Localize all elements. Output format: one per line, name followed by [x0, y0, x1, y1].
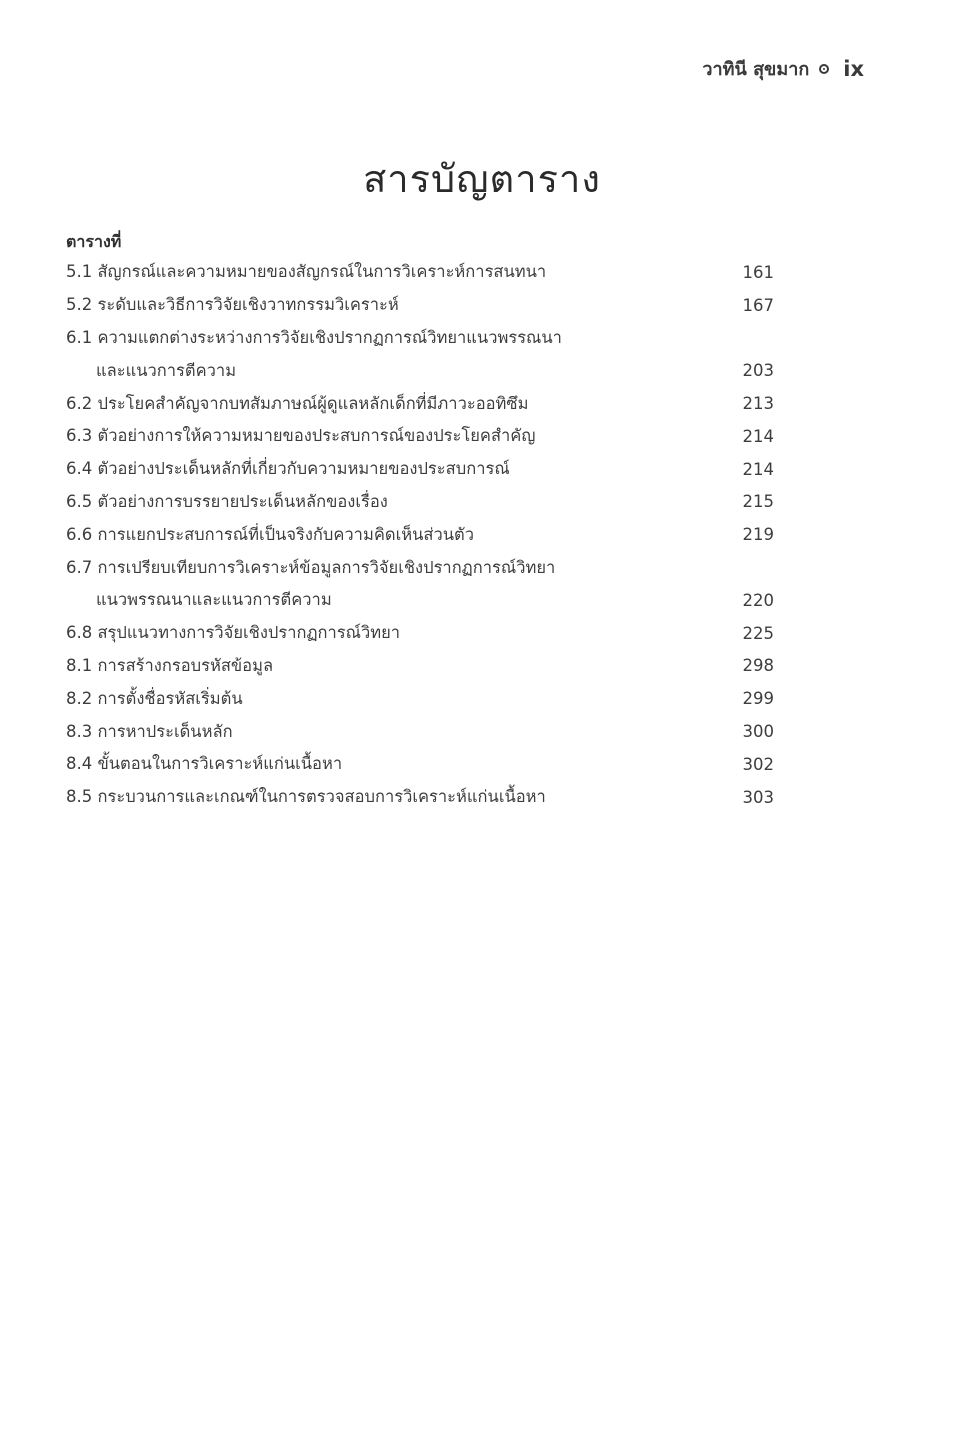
entry-page-number: 214: [742, 426, 774, 446]
entry-page-number: 219: [742, 525, 774, 545]
entry-page-number: 303: [742, 787, 774, 807]
entry-title: 5.2 ระดับและวิธีการวิจัยเชิงวาทกรรมวิเคราะห์: [66, 295, 399, 315]
toc-entry-continuation[interactable]: [66, 584, 774, 617]
entry-page-number: 302: [742, 754, 774, 774]
entry-title: 8.5 กระบวนการและเกณฑ์ในการตรวจสอบการวิเคราะห์แก่นเนื้อหา: [66, 787, 546, 807]
entry-title: 8.4 ขั้นตอนในการวิเคราะห์แก่นเนื้อหา: [66, 754, 343, 774]
entry-title: และแนวการตีความ: [96, 360, 237, 380]
entry-page-number: 214: [742, 459, 774, 479]
entry-title: แนวพรรณนาและแนวการตีความ: [96, 590, 332, 610]
toc-entry[interactable]: [66, 256, 774, 289]
toc-entry[interactable]: [66, 617, 774, 650]
entry-page-number: 225: [742, 623, 774, 643]
entry-title: 6.4 ตัวอย่างประเด็นหลักที่เกี่ยวกับความหมายของประสบการณ์: [66, 459, 510, 479]
table-of-tables: [66, 256, 774, 814]
toc-entry[interactable]: [66, 650, 774, 683]
toc-entry[interactable]: [66, 682, 774, 715]
toc-entry-continuation[interactable]: [66, 354, 774, 387]
toc-entry[interactable]: [66, 486, 774, 519]
entry-title: 6.5 ตัวอย่างการบรรยายประเด็นหลักของเรื่อง: [66, 491, 388, 511]
toc-entry[interactable]: [66, 781, 774, 814]
entry-page-number: 203: [742, 361, 774, 381]
entry-title: 6.3 ตัวอย่างการให้ความหมายของประสบการณ์ของประโยคสำคัญ: [66, 426, 536, 446]
entry-title: 8.3 การหาประเด็นหลัก: [66, 721, 233, 741]
entry-title: 6.8 สรุปแนวทางการวิจัยเชิงปรากฏการณ์วิทยา: [66, 623, 401, 643]
toc-entry[interactable]: [66, 420, 774, 453]
entry-page-number: 300: [742, 722, 774, 742]
entry-page-number: 299: [742, 689, 774, 709]
entry-page-number: 161: [742, 262, 774, 282]
entry-title: 8.2 การตั้งชื่อรหัสเริ่มต้น: [66, 688, 243, 708]
entry-page-number: 215: [742, 492, 774, 512]
entry-title: 8.1 การสร้างกรอบรหัสข้อมูล: [66, 655, 274, 675]
entry-page-number: 220: [742, 590, 774, 610]
page-title: สารบัญตาราง: [363, 157, 601, 201]
toc-entry[interactable]: [66, 289, 774, 322]
section-label: ตารางที่: [66, 232, 122, 251]
entry-title: 6.6 การแยกประสบการณ์ที่เป็นจริงกับความคิดเห็นส่วนตัว: [66, 524, 474, 544]
entry-title: 6.2 ประโยคสำคัญจากบทสัมภาษณ์ผู้ดูแลหลักเด็กที่มีภาวะออทิซึม: [66, 393, 529, 413]
author-name: วาทินี สุขมาก: [702, 59, 810, 80]
entry-page-number: 167: [742, 295, 774, 315]
toc-entry[interactable]: [66, 387, 774, 420]
toc-entry[interactable]: [66, 551, 774, 584]
entry-title: 6.1 ความแตกต่างระหว่างการวิจัยเชิงปรากฏการณ์วิทยาแนวพรรณนา: [66, 327, 562, 347]
page-number: ix: [843, 56, 864, 81]
toc-entry[interactable]: [66, 322, 774, 355]
entry-title: 5.1 สัญกรณ์และความหมายของสัญกรณ์ในการวิเคราะห์การสนทนา: [66, 262, 547, 282]
entry-title: 6.7 การเปรียบเทียบการวิเคราะห์ข้อมูลการวิจัยเชิงปรากฏการณ์วิทยา: [66, 557, 556, 577]
toc-entry[interactable]: [66, 453, 774, 486]
toc-entry[interactable]: [66, 715, 774, 748]
toc-entry[interactable]: [66, 748, 774, 781]
running-header: [702, 54, 864, 83]
entry-page-number: 213: [742, 394, 774, 414]
entry-page-number: 298: [742, 656, 774, 676]
toc-entry[interactable]: [66, 518, 774, 551]
ornament-icon: [819, 64, 829, 74]
